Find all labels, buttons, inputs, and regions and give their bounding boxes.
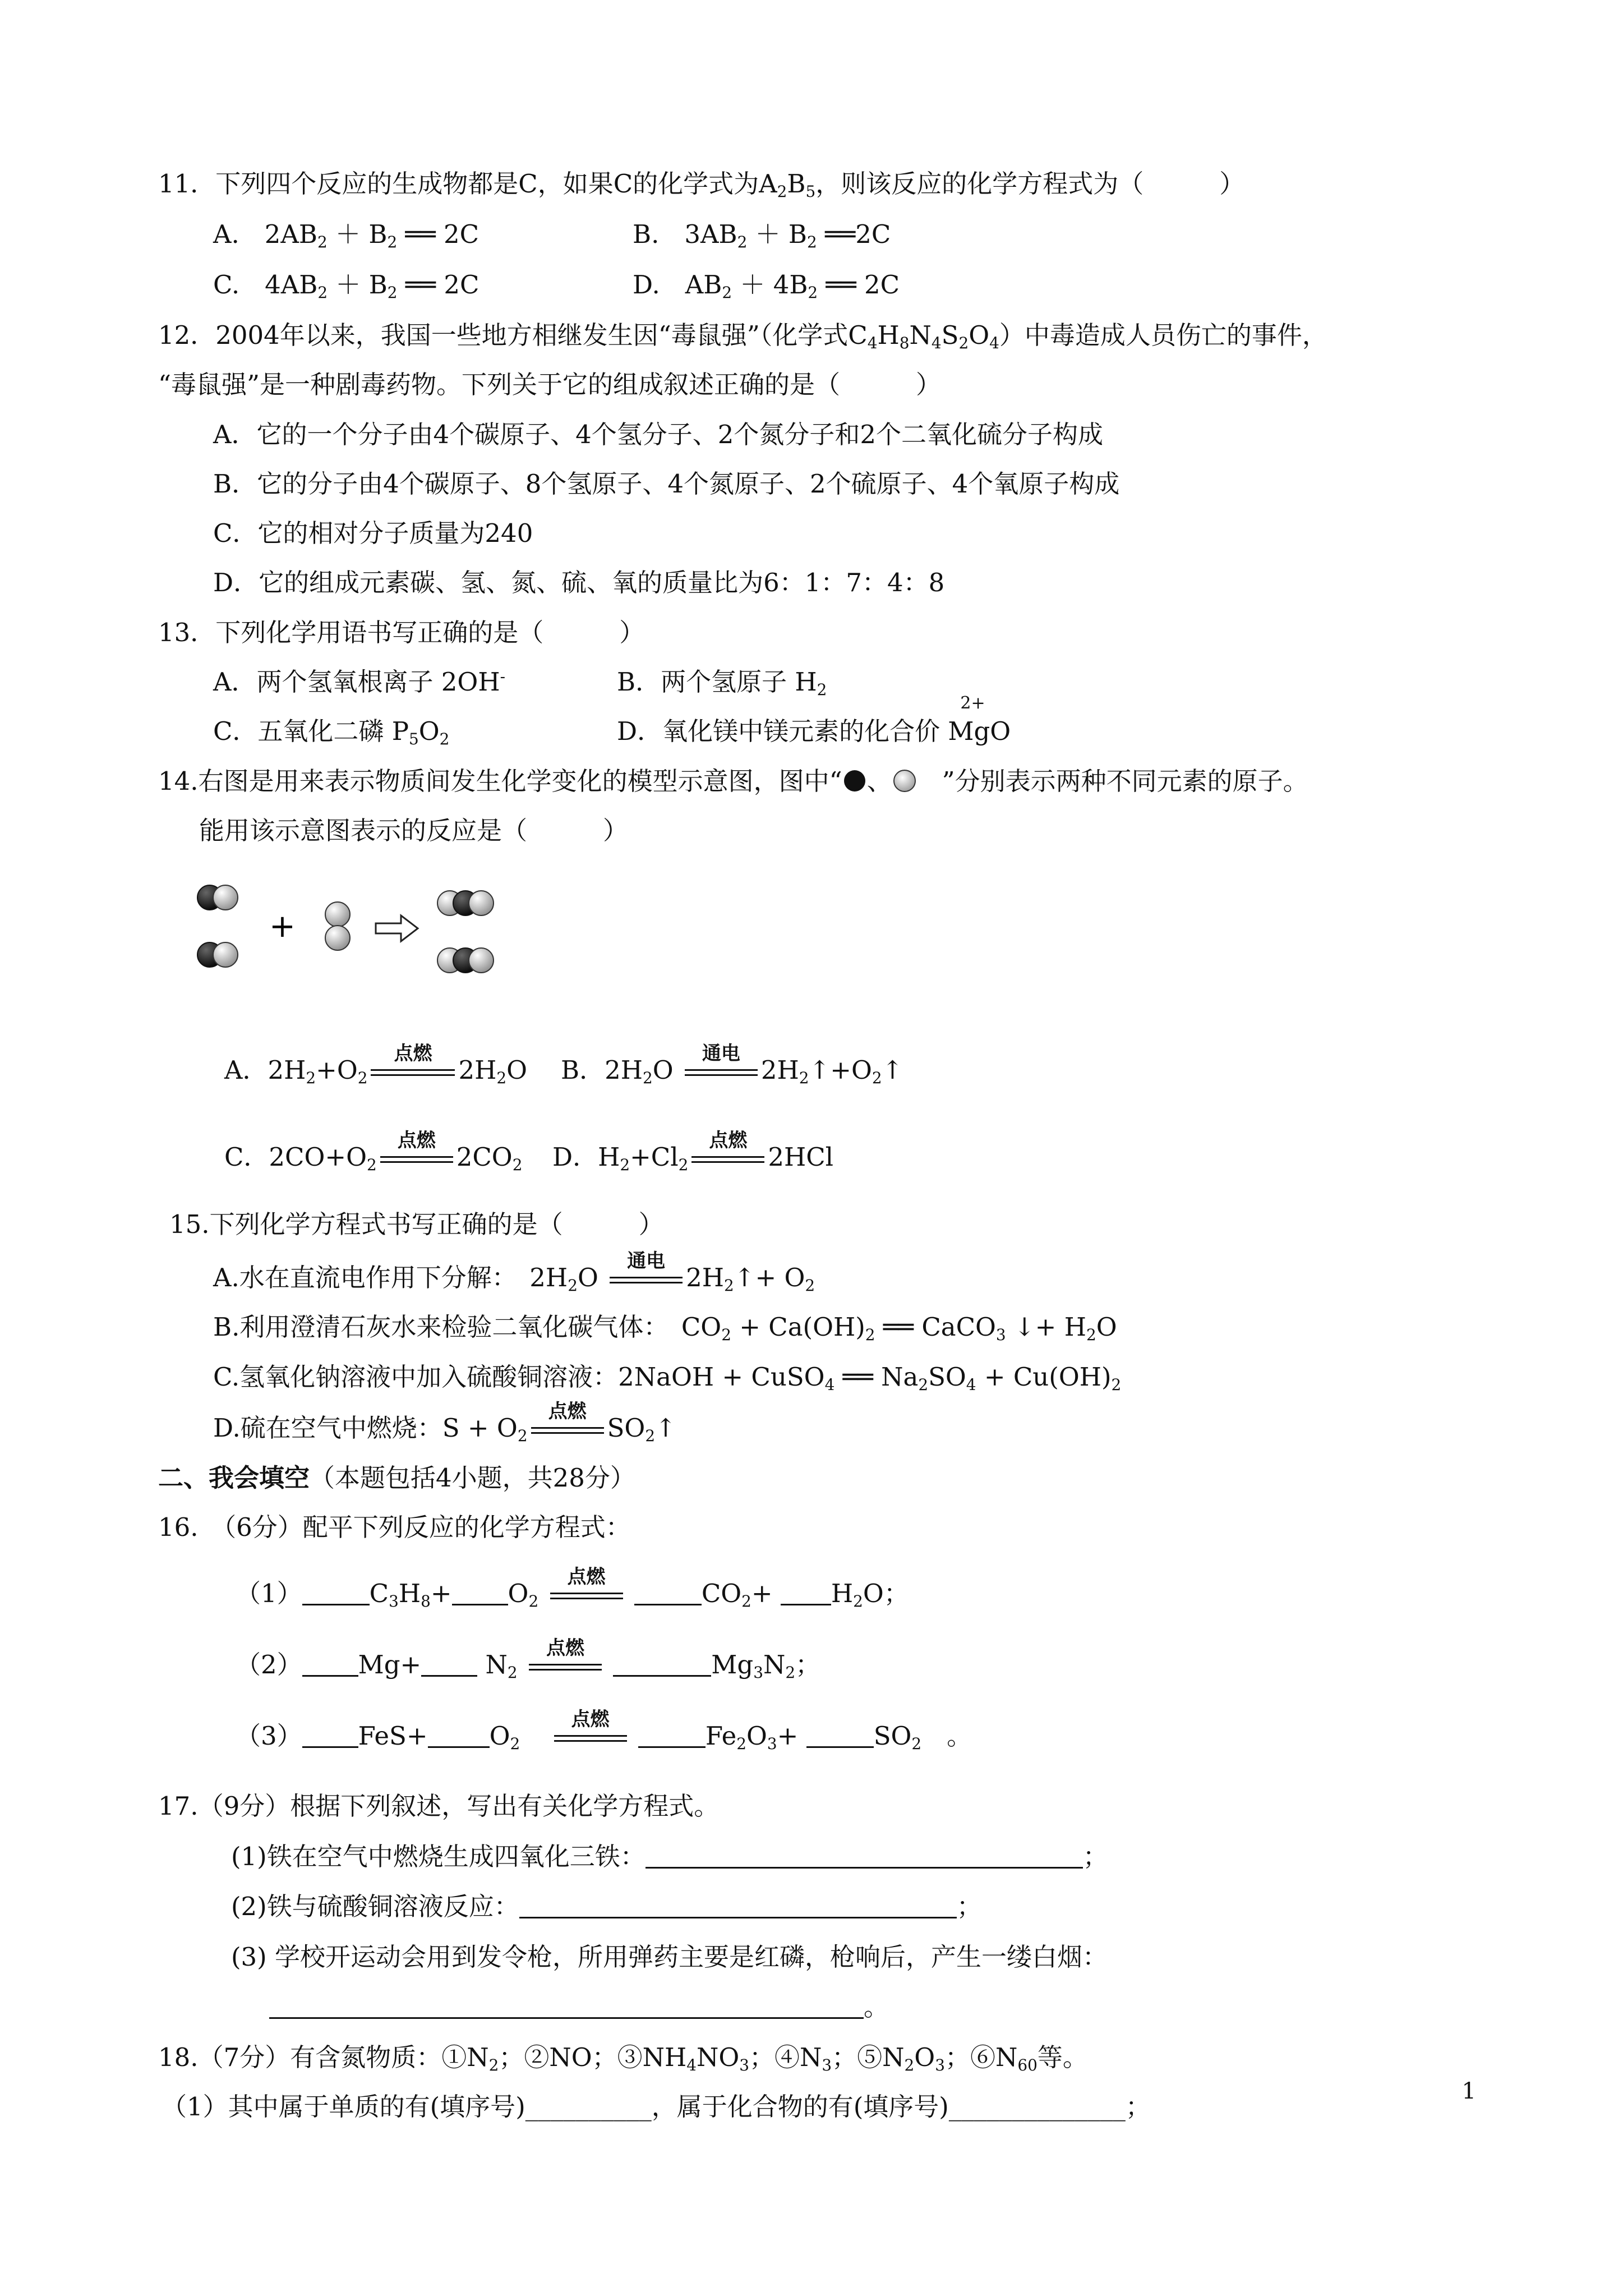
answer-blank-1[interactable] xyxy=(645,1844,1083,1869)
q11-option-d: D. $AB_2 + 4B_2$ ══ 2C xyxy=(633,270,900,302)
q12-stem-line2: “毒鼠强”是一种剧毒药物。下列关于它的组成叙述正确的是（ ） xyxy=(158,370,942,399)
white-atom-icon xyxy=(892,769,917,793)
q15-option-a: A.水在直流电作用下分解： $2H_2O$ 通电 $2H_2↑+ O_2$ xyxy=(213,1249,815,1295)
q14-option-b: B．$2H_2O$ 通电 $2H_2↑+O_2↑$ xyxy=(561,1042,903,1087)
q11-stem: 11．下列四个反应的生成物都是C，如果C的化学式为$A_2B_5$，则该反应的化学方程式为（ ） xyxy=(158,169,1245,201)
q11-option-a: A. $2AB_2 + B_2$ ══ 2C xyxy=(213,219,479,251)
q13-option-a: A．两个氢氧根离子 2OH- xyxy=(213,667,506,697)
reactant-molecule-1 xyxy=(197,885,238,967)
q14-stem-line1: 14.右图是用来表示物质间发生化学变化的模型示意图，图中“ 、 ”分别表示两种不同元素的原子。 xyxy=(158,766,1308,796)
reaction-model-diagram xyxy=(191,875,550,987)
section-2-heading: 二、我会填空（本题包括4小题，共28分） xyxy=(158,1463,635,1493)
q17-item-3-answer: 。 xyxy=(269,1994,889,2019)
q14-option-a: A．$2H_2+O_2$ 点燃 $2H_2O$ xyxy=(224,1042,528,1087)
plus-sign: + xyxy=(269,908,296,945)
q16-item-2: （2） $Mg+ N_2$ 点燃 $Mg_3N_2$； xyxy=(236,1636,821,1682)
page-number: 1 xyxy=(1461,2078,1476,2104)
q17-item-3: (3) 学校开运动会用到发令枪，所用弹药主要是红磷，枪响后，产生一缕白烟： xyxy=(231,1942,1108,1972)
q13-option-c: C．五氧化二磷 $P_5O_2$ xyxy=(213,716,450,748)
q11-option-c: C. $4AB_2 + B_2$ ══ 2C xyxy=(213,270,479,302)
q17-item-1: (1)铁在空气中燃烧生成四氧化三铁： ； xyxy=(231,1842,1108,1871)
q12-stem-line1: 12．2004年以来，我国一些地方相继发生因“毒鼠强”（化学式$C_4H_8N_4S_2O_4$）中毒造成人员伤亡的事件， xyxy=(158,320,1327,352)
q12-option-d: D．它的组成元素碳、氢、氮、硫、氧的质量比为6：1：7：4：8 xyxy=(213,568,945,597)
q16-item-1: （1） $C_3H_8+ O_2$ 点燃 $CO_2+ H_2O$； xyxy=(236,1565,909,1611)
q16-item-3: （3） $FeS+ O_2$ 点燃 $Fe_2O_3+ SO_2$ 。 xyxy=(236,1708,972,1753)
q18-item-1: （1）其中属于单质的有(填序号)__________，属于化合物的有(填序号)______________； xyxy=(162,2092,1151,2122)
q13-option-d: D．氧化镁中镁元素的化合价 Mg 2+ O xyxy=(617,693,1011,746)
answer-blank-3[interactable] xyxy=(269,1995,864,2019)
q17-stem: 17.（9分）根据下列叙述，写出有关化学方程式。 xyxy=(158,1791,720,1821)
q14-option-d: D．$H_2+Cl_2$ 点燃 2HCl xyxy=(552,1129,834,1174)
q17-item-2: (2)铁与硫酸铜溶液反应： ； xyxy=(231,1892,982,1921)
q11-option-b: B. $3AB_2 + B_2$ ══2C xyxy=(633,219,891,251)
q13-stem: 13．下列化学用语书写正确的是（ ） xyxy=(158,618,645,647)
q13-option-b: B．两个氢原子 $H_2$ xyxy=(617,667,827,699)
q16-stem: 16. （6分）配平下列反应的化学方程式： xyxy=(158,1512,631,1542)
q12-option-c: C．它的相对分子质量为240 xyxy=(213,518,533,548)
black-atom-icon xyxy=(842,769,867,793)
q15-option-d: D.硫在空气中燃烧：$S + O_2$ 点燃 $SO_2↑$ xyxy=(213,1400,676,1445)
q15-option-b: B.利用澄清石灰水来检验二氧化碳气体： $CO_2 + Ca(OH)_2$ ══ CaCO$_3$ ↓+ $H_2O$ xyxy=(213,1312,1117,1344)
reactant-molecule-2 xyxy=(325,902,350,950)
q14-stem-line2: 能用该示意图表示的反应是（ ） xyxy=(199,816,629,845)
q18-stem: 18.（7分）有含氮物质：$①N_2$；②NO；$③NH_4NO_3$；$④N_3$；$⑤N_2O_3$；$⑥N_{60}$等。 xyxy=(158,2042,1088,2074)
q15-option-c: C.氢氧化钠溶液中加入硫酸铜溶液：2NaOH + CuSO$_4$ ══ $Na_2SO_4 + Cu(OH)_2$ xyxy=(213,1362,1122,1394)
answer-blank-2[interactable] xyxy=(519,1894,957,1918)
q12-option-a: A．它的一个分子由4个碳原子、4个氢分子、2个氮分子和2个二氧化硫分子构成 xyxy=(213,420,1104,449)
q14-option-c: C．$2CO+O_2$ 点燃 $2CO_2$ xyxy=(224,1129,523,1174)
q12-option-b: B．它的分子由4个碳原子、8个氢原子、4个氮原子、2个硫原子、4个氧原子构成 xyxy=(213,469,1120,499)
q15-stem: 15.下列化学方程式书写正确的是（ ） xyxy=(169,1209,664,1239)
arrow-icon xyxy=(376,915,418,941)
product-molecules xyxy=(437,891,494,973)
